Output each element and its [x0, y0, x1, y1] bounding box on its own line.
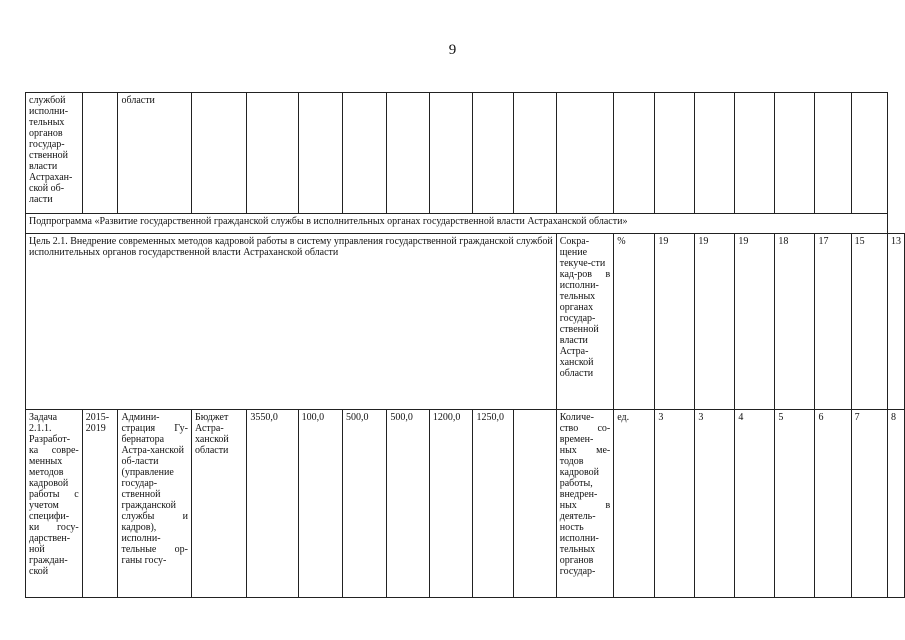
executor-cell: области — [118, 93, 192, 214]
task-indicator: Количе-ство со-времен-ных ме-тодов кадровой работы, внедрен-ных в деятель-ность исполни-тельных органов государ- — [556, 410, 614, 598]
task-value: 4 — [735, 410, 775, 598]
program-table — [25, 92, 905, 598]
task-name: Задача 2.1.1. Разработ-ка совре-менных методов кадровой работы с учетом специфи-ки госу-дарствен-ной граждан-ской — [26, 410, 83, 598]
page-number: 9 — [448, 42, 457, 58]
finance-value: 1250,0 — [473, 410, 514, 598]
subprogram-title: Подпрограмма «Развитие государственной гражданской службы в исполнительных органах государственной власти Астраханской области» — [26, 214, 888, 234]
table-row — [26, 93, 905, 214]
goal-indicator: Сокра-щение текуче-сти кад-ров в исполни-тельных органах государ-ственной власти Астра-ханской области — [556, 234, 614, 410]
goal-value: 13 — [888, 234, 905, 410]
task-value: 5 — [775, 410, 815, 598]
subprogram-row — [26, 214, 905, 234]
finance-value: 1200,0 — [429, 410, 473, 598]
goal-value: 15 — [851, 234, 887, 410]
task-row — [26, 410, 905, 598]
task-source: Бюджет Астра-ханской области — [191, 410, 246, 598]
goal-unit: % — [614, 234, 655, 410]
goal-value: 18 — [775, 234, 815, 410]
goal-row — [26, 234, 905, 410]
task-executor: Админи-страция Гу-бернатора Астра-ханской об-ласти (управление государ-ственной гражданской службы и кадров), исполни-тельные ор-ганы госу- — [118, 410, 192, 598]
goal-value: 19 — [695, 234, 735, 410]
finance-value: 500,0 — [343, 410, 387, 598]
task-value: 3 — [655, 410, 695, 598]
goal-text: Цель 2.1. Внедрение современных методов кадровой работы в систему управления государственной гражданской службой исполнительных органов государственной власти Астраханской области — [26, 234, 557, 410]
goal-value: 19 — [655, 234, 695, 410]
finance-value: 3550,0 — [247, 410, 298, 598]
task-unit: ед. — [614, 410, 655, 598]
task-value: 7 — [851, 410, 887, 598]
responsible-cell: службой исполни-тельных органов государ-ственной власти Астрахан-ской об-ласти — [26, 93, 83, 214]
task-period: 2015-2019 — [82, 410, 118, 598]
finance-value: 500,0 — [387, 410, 429, 598]
task-value: 8 — [888, 410, 905, 598]
goal-value: 19 — [735, 234, 775, 410]
task-value: 3 — [695, 410, 735, 598]
finance-value: 100,0 — [298, 410, 342, 598]
goal-value: 17 — [815, 234, 851, 410]
task-value: 6 — [815, 410, 851, 598]
